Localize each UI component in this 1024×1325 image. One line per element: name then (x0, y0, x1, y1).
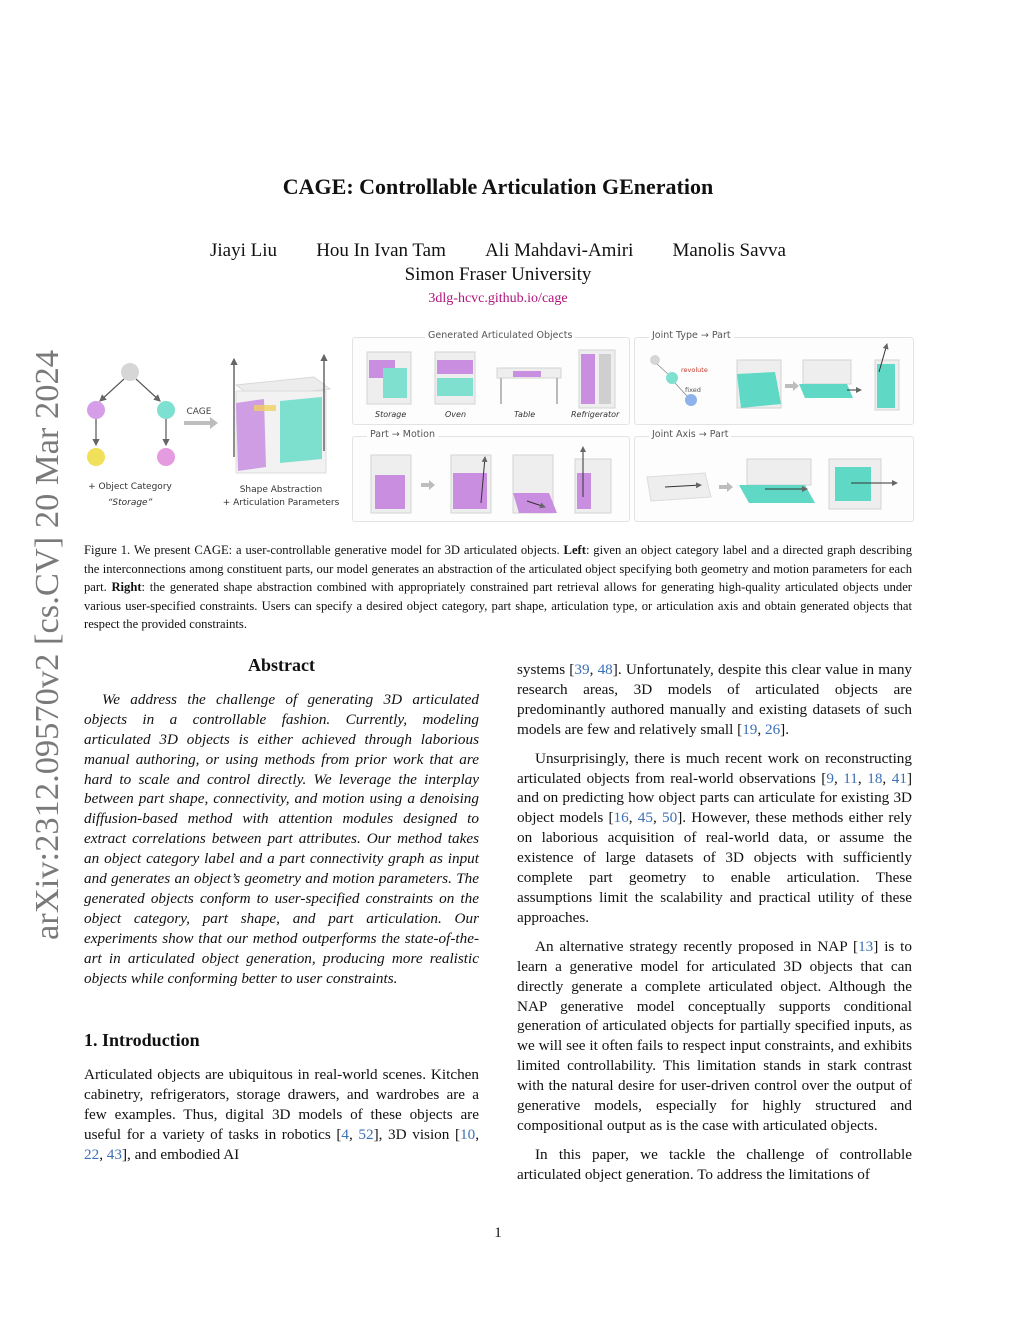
citation-link[interactable]: 43 (106, 1146, 122, 1164)
author-name: Hou In Ivan Tam (316, 240, 446, 261)
motion-door-closed (375, 475, 405, 509)
right-column (517, 660, 912, 1185)
input-label-storage: “Storage” (107, 498, 153, 508)
citation-link[interactable]: 16 (613, 809, 629, 827)
flap-door (737, 372, 781, 408)
abstract-heading: Abstract (248, 655, 315, 675)
citation-link[interactable]: 26 (764, 720, 781, 738)
citation-link[interactable]: 52 (358, 1126, 374, 1144)
output-label-shape: Shape Abstraction (239, 485, 323, 495)
citation-link[interactable]: 41 (891, 769, 907, 787)
cage-arrow-icon (184, 417, 218, 429)
citation-link[interactable]: 9 (826, 769, 834, 787)
object-label: Oven (445, 410, 467, 419)
section-heading-introduction: 1. Introduction (84, 1029, 200, 1050)
citation-link[interactable]: 18 (867, 769, 883, 787)
joint-revolute-label: revolute (681, 366, 708, 374)
input-label-category: + Object Category (88, 482, 172, 492)
panel-generated-objects (352, 330, 630, 425)
citation-link[interactable]: 4 (341, 1126, 349, 1144)
panel-title: Joint Type → Part (649, 330, 734, 341)
page-number: 1 (494, 1225, 502, 1241)
object-label: Storage (375, 410, 407, 419)
fridge-door (581, 354, 595, 404)
figure-caption: Figure 1. We present CAGE: a user-controllable generative model for 3D articulated objects. Left: given an object category label and a directed graph describing the interconnections among constituent parts, our model generates an abstraction of the articulated object specifying both geometry and motion parameters for each part. Right: the generated shape abstraction combined with appropriately constrained part retrieval allows for generating high-quality articulated objects under various user-specified constraints. Users can specify a desired object category, part shape, articulation type, or articulation axis and obtain generated objects that respect the provided constraints. (84, 543, 912, 632)
panel-part-motion (352, 429, 630, 522)
citation-link[interactable]: 48 (597, 661, 613, 678)
author-name: Manolis Savva (672, 240, 786, 261)
paper-title: CAGE: Controllable Articulation GEneration (282, 174, 714, 199)
citation-link[interactable]: 10 (460, 1126, 476, 1144)
arxiv-identifier (18, 345, 72, 940)
object-label: Refrigerator (571, 410, 620, 419)
cage-arrow-label: CAGE (186, 407, 212, 417)
panel-joint-type (634, 330, 914, 425)
project-link[interactable]: 3dlg-hcvc.github.io/cage (428, 291, 568, 306)
arxiv-identifier-text: arXiv:2312.09570v2 [cs.CV] 20 Mar 2024 (29, 358, 66, 940)
author-name: Jiayi Liu (210, 240, 278, 261)
axis-drawer-open (739, 485, 815, 503)
author-list (210, 240, 786, 262)
panel-title: Joint Axis → Part (649, 429, 731, 440)
body-paragraph: An alternative strategy recently proposed in NAP [13] is to learn a generative model for articulated 3D objects that can directly generate a complete articulated object. Although the NAP generative model conceptually supports conditional generation of articulated objects for partially specified inputs, as we will see it often fails to respect input constraints, and exhibits limited controllability. This limitation stands in stark contrast with the natural desire for user-driven control over the output of generative models, especially for highly structured and compositional output as is the case with articulated objects. (517, 937, 912, 1134)
author-name: Ali Mahdavi-Amiri (485, 240, 634, 261)
panel-title: Part → Motion (367, 429, 438, 440)
graph-node-root (121, 363, 139, 381)
body-paragraph: systems [39, 48]. Unfortunately, despite this clear value in many research areas, 3D models of articulated objects are predominantly authored manually and existing datasets of such models are few and relatively small [19, 26]. (517, 661, 913, 738)
body-paragraph: In this paper, we tackle the challenge of controllable articulated object generation. To address the limitations of (517, 1145, 912, 1183)
graph-node-teal (157, 401, 175, 419)
graph-node-pink (157, 448, 175, 466)
affiliation: Simon Fraser University (404, 264, 592, 285)
graph-node-yellow (87, 448, 105, 466)
citation-link[interactable]: 11 (843, 769, 858, 787)
citation-link[interactable]: 22 (84, 1146, 100, 1164)
abstraction-teal-door (280, 397, 322, 463)
panel-joint-axis (634, 429, 914, 522)
citation-link[interactable]: 50 (662, 809, 678, 827)
intro-paragraph: Articulated objects are ubiquitous in real-world scenes. Kitchen cabinetry, refrigerators, storage drawers, and wardrobes are a few examples. Thus, digital 3D models of these objects are useful for a variety of tasks in robotics [4, 52], 3D vision [10, 22, 43], and embodied AI (84, 1066, 479, 1164)
abstract-text: We address the challenge of generating 3D articulated objects in a controllable fashion. Currently, modeling articulated 3D objects is either achieved through laborious manual authoring, or using methods from prior work that are hard to scale and control directly. We leverage the interplay between part shape, connectivity, and motion using a denoising diffusion-based method with attention modules designed to extract correlations between part attributes. Our method takes an object category label and a part connectivity graph as input and generates an object’s geometry and motion parameters. The generated objects conform to user-specified constraints on the object category, part shape, and part articulation. Our experiments show that our method outperforms the state-of-the-art in articulated object generation, producing more realistic objects while conforming better to user constraints. (84, 690, 479, 987)
table-drawer (513, 371, 541, 377)
citation-link[interactable]: 13 (858, 937, 874, 955)
left-column (84, 656, 479, 1165)
body-paragraph: Unsurprisingly, there is much recent work on reconstructing articulated objects from real-world observations [9, 11, 18, 41] and on predicting how object parts can articulate for existing 3D object models [16, 45, 50]. However, these methods either rely on laborious acquisition of real-world data, or assume the existence of large datasets of 3D objects with sufficiently complete part geometry to enable articulation. These assumptions limit the scalability and practical utility of these approaches. (517, 749, 913, 926)
panel-title: Generated Articulated Objects (425, 330, 575, 341)
joint-fixed-label: fixed (685, 386, 701, 394)
citation-link[interactable]: 45 (637, 809, 653, 827)
citation-link[interactable]: 19 (742, 720, 758, 738)
output-label-params: + Articulation Parameters (222, 498, 340, 508)
oven-door (437, 360, 473, 374)
object-label: Table (514, 410, 536, 419)
graph-node-purple (87, 401, 105, 419)
citation-link[interactable]: 39 (574, 661, 590, 678)
figure-left-diagram (84, 347, 346, 517)
